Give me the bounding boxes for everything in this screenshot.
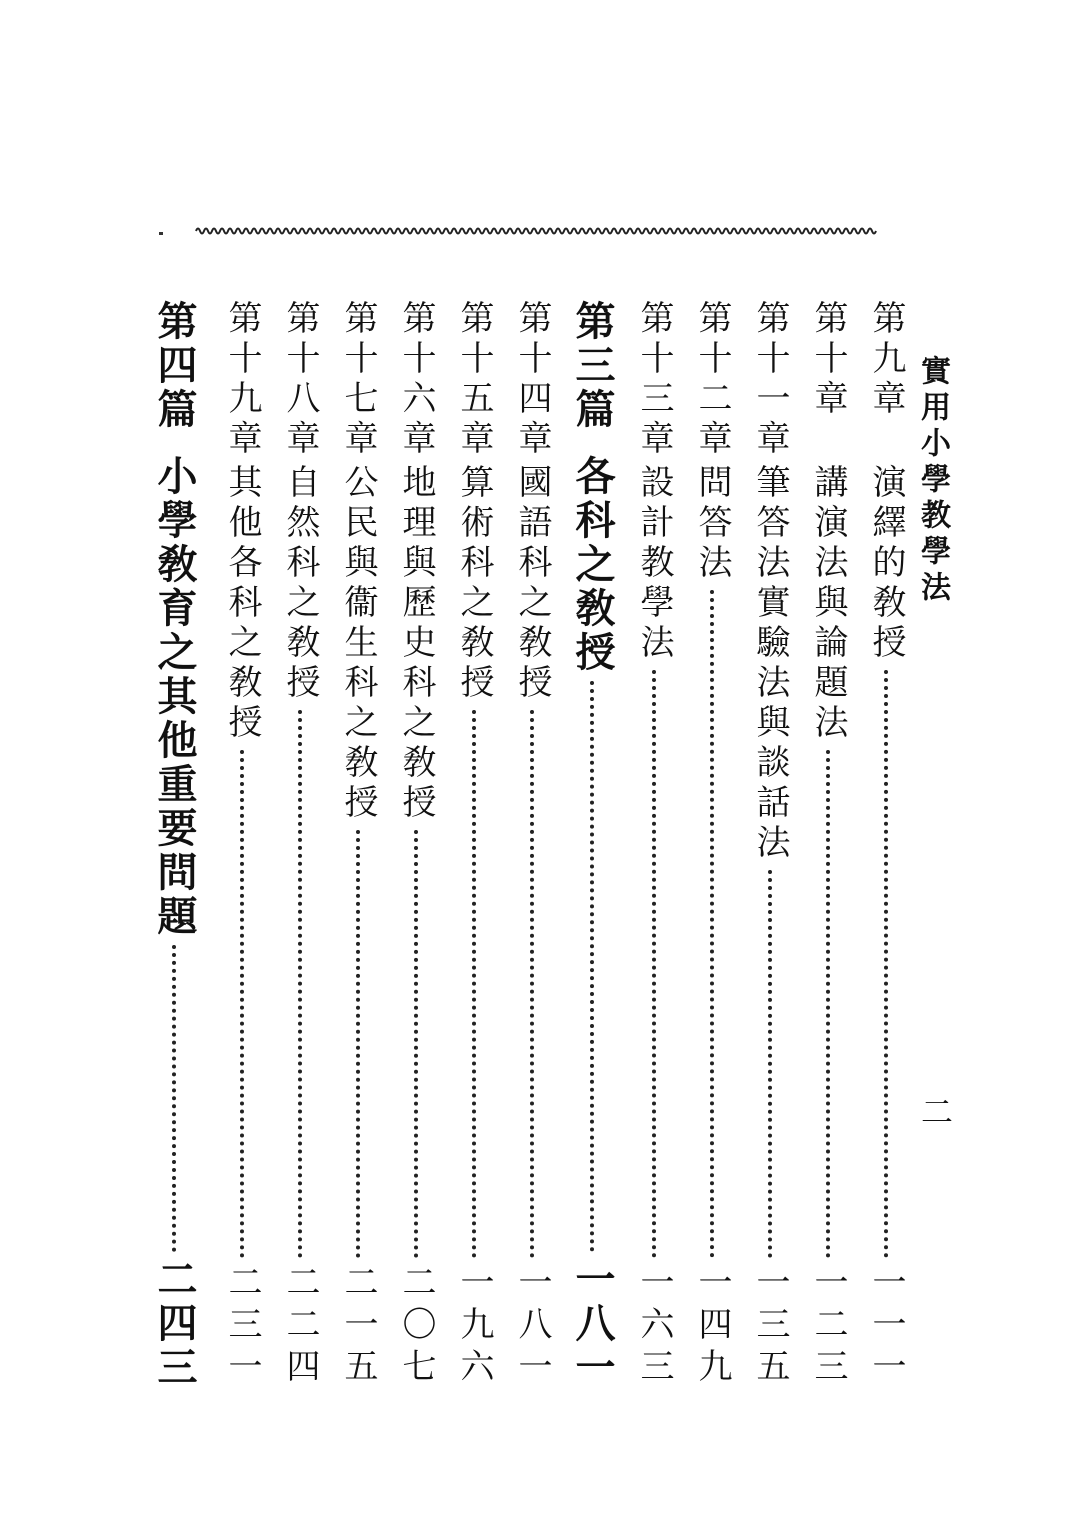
dot-leader (530, 710, 534, 1258)
entry-title: 講演法與論題法 (808, 464, 848, 744)
entry-page: 一八一 (512, 1264, 552, 1390)
toc-entry (214, 300, 270, 1400)
entry-page: 二二四 (280, 1264, 320, 1390)
dot-leader (884, 670, 888, 1258)
entry-label: 第十二章 (692, 300, 732, 460)
dot-leader (414, 830, 418, 1258)
dot-leader (652, 670, 656, 1258)
entry-page: 二一五 (338, 1264, 378, 1390)
entry-label: 第九章 (866, 300, 906, 420)
entry-title: 算術科之敎授 (454, 464, 494, 704)
dot-leader (826, 750, 830, 1258)
entry-label: 第十九章 (222, 300, 262, 460)
entry-label: 第十八章 (280, 300, 320, 460)
entry-page: 一九六 (454, 1264, 494, 1390)
toc-entry (626, 300, 682, 1400)
entry-title: 國語科之敎授 (512, 464, 552, 704)
toc-entry (504, 300, 560, 1400)
book-title: 實用小學教學法 (915, 355, 950, 607)
entry-label: 第十三章 (634, 300, 674, 460)
decorative-wavy-rule (196, 222, 872, 240)
entry-title: 公民與衞生科之敎授 (338, 464, 378, 824)
toc-part-heading (146, 300, 202, 1400)
entry-page: 一八一 (569, 1258, 616, 1390)
toc-entry (446, 300, 502, 1400)
dot-leader (590, 681, 594, 1252)
entry-title: 演繹的敎授 (866, 464, 906, 664)
entry-page: 二三一 (222, 1264, 262, 1390)
part-label: 第三篇 (569, 300, 616, 432)
toc-part-heading (564, 300, 620, 1400)
entry-title: 其他各科之敎授 (222, 464, 262, 744)
entry-label: 第十七章 (338, 300, 378, 460)
entry-page: 一一一 (866, 1264, 906, 1390)
dot-leader (356, 830, 360, 1258)
part-title: 各科之敎授 (569, 455, 616, 675)
part-label: 第四篇 (151, 300, 198, 432)
entry-label: 第十章 (808, 300, 848, 420)
entry-page: 一六三 (634, 1264, 674, 1390)
dot-leader (768, 870, 772, 1258)
entry-page: 二四三 (151, 1258, 198, 1390)
ink-speck (159, 232, 163, 235)
running-header (912, 355, 952, 1055)
toc-entry (330, 300, 386, 1400)
entry-page: 二〇七 (396, 1264, 436, 1390)
dot-leader (240, 750, 244, 1258)
entry-page: 一四九 (692, 1264, 732, 1390)
toc-entry (388, 300, 444, 1400)
entry-label: 第十六章 (396, 300, 436, 460)
toc-entry (800, 300, 856, 1400)
entry-label: 第十五章 (454, 300, 494, 460)
entry-page: 一三五 (750, 1264, 790, 1390)
entry-title: 自然科之敎授 (280, 464, 320, 704)
entry-title: 筆答法實驗法與談話法 (750, 464, 790, 864)
entry-label: 第十一章 (750, 300, 790, 460)
toc-entry (684, 300, 740, 1400)
entry-label: 第十四章 (512, 300, 552, 460)
entry-title: 設計教學法 (634, 464, 674, 664)
dot-leader (298, 710, 302, 1258)
entry-title: 地理與歷史科之敎授 (396, 464, 436, 824)
entry-page: 一二三 (808, 1264, 848, 1390)
part-title: 小學敎育之其他重要問題 (151, 455, 198, 939)
page-number: 二 (916, 1095, 954, 1131)
dot-leader (710, 590, 714, 1258)
dot-leader (472, 710, 476, 1258)
entry-title: 問答法 (692, 464, 732, 584)
dot-leader (172, 945, 176, 1252)
toc-entry (272, 300, 328, 1400)
toc-entry (742, 300, 798, 1400)
toc-entry (858, 300, 914, 1400)
